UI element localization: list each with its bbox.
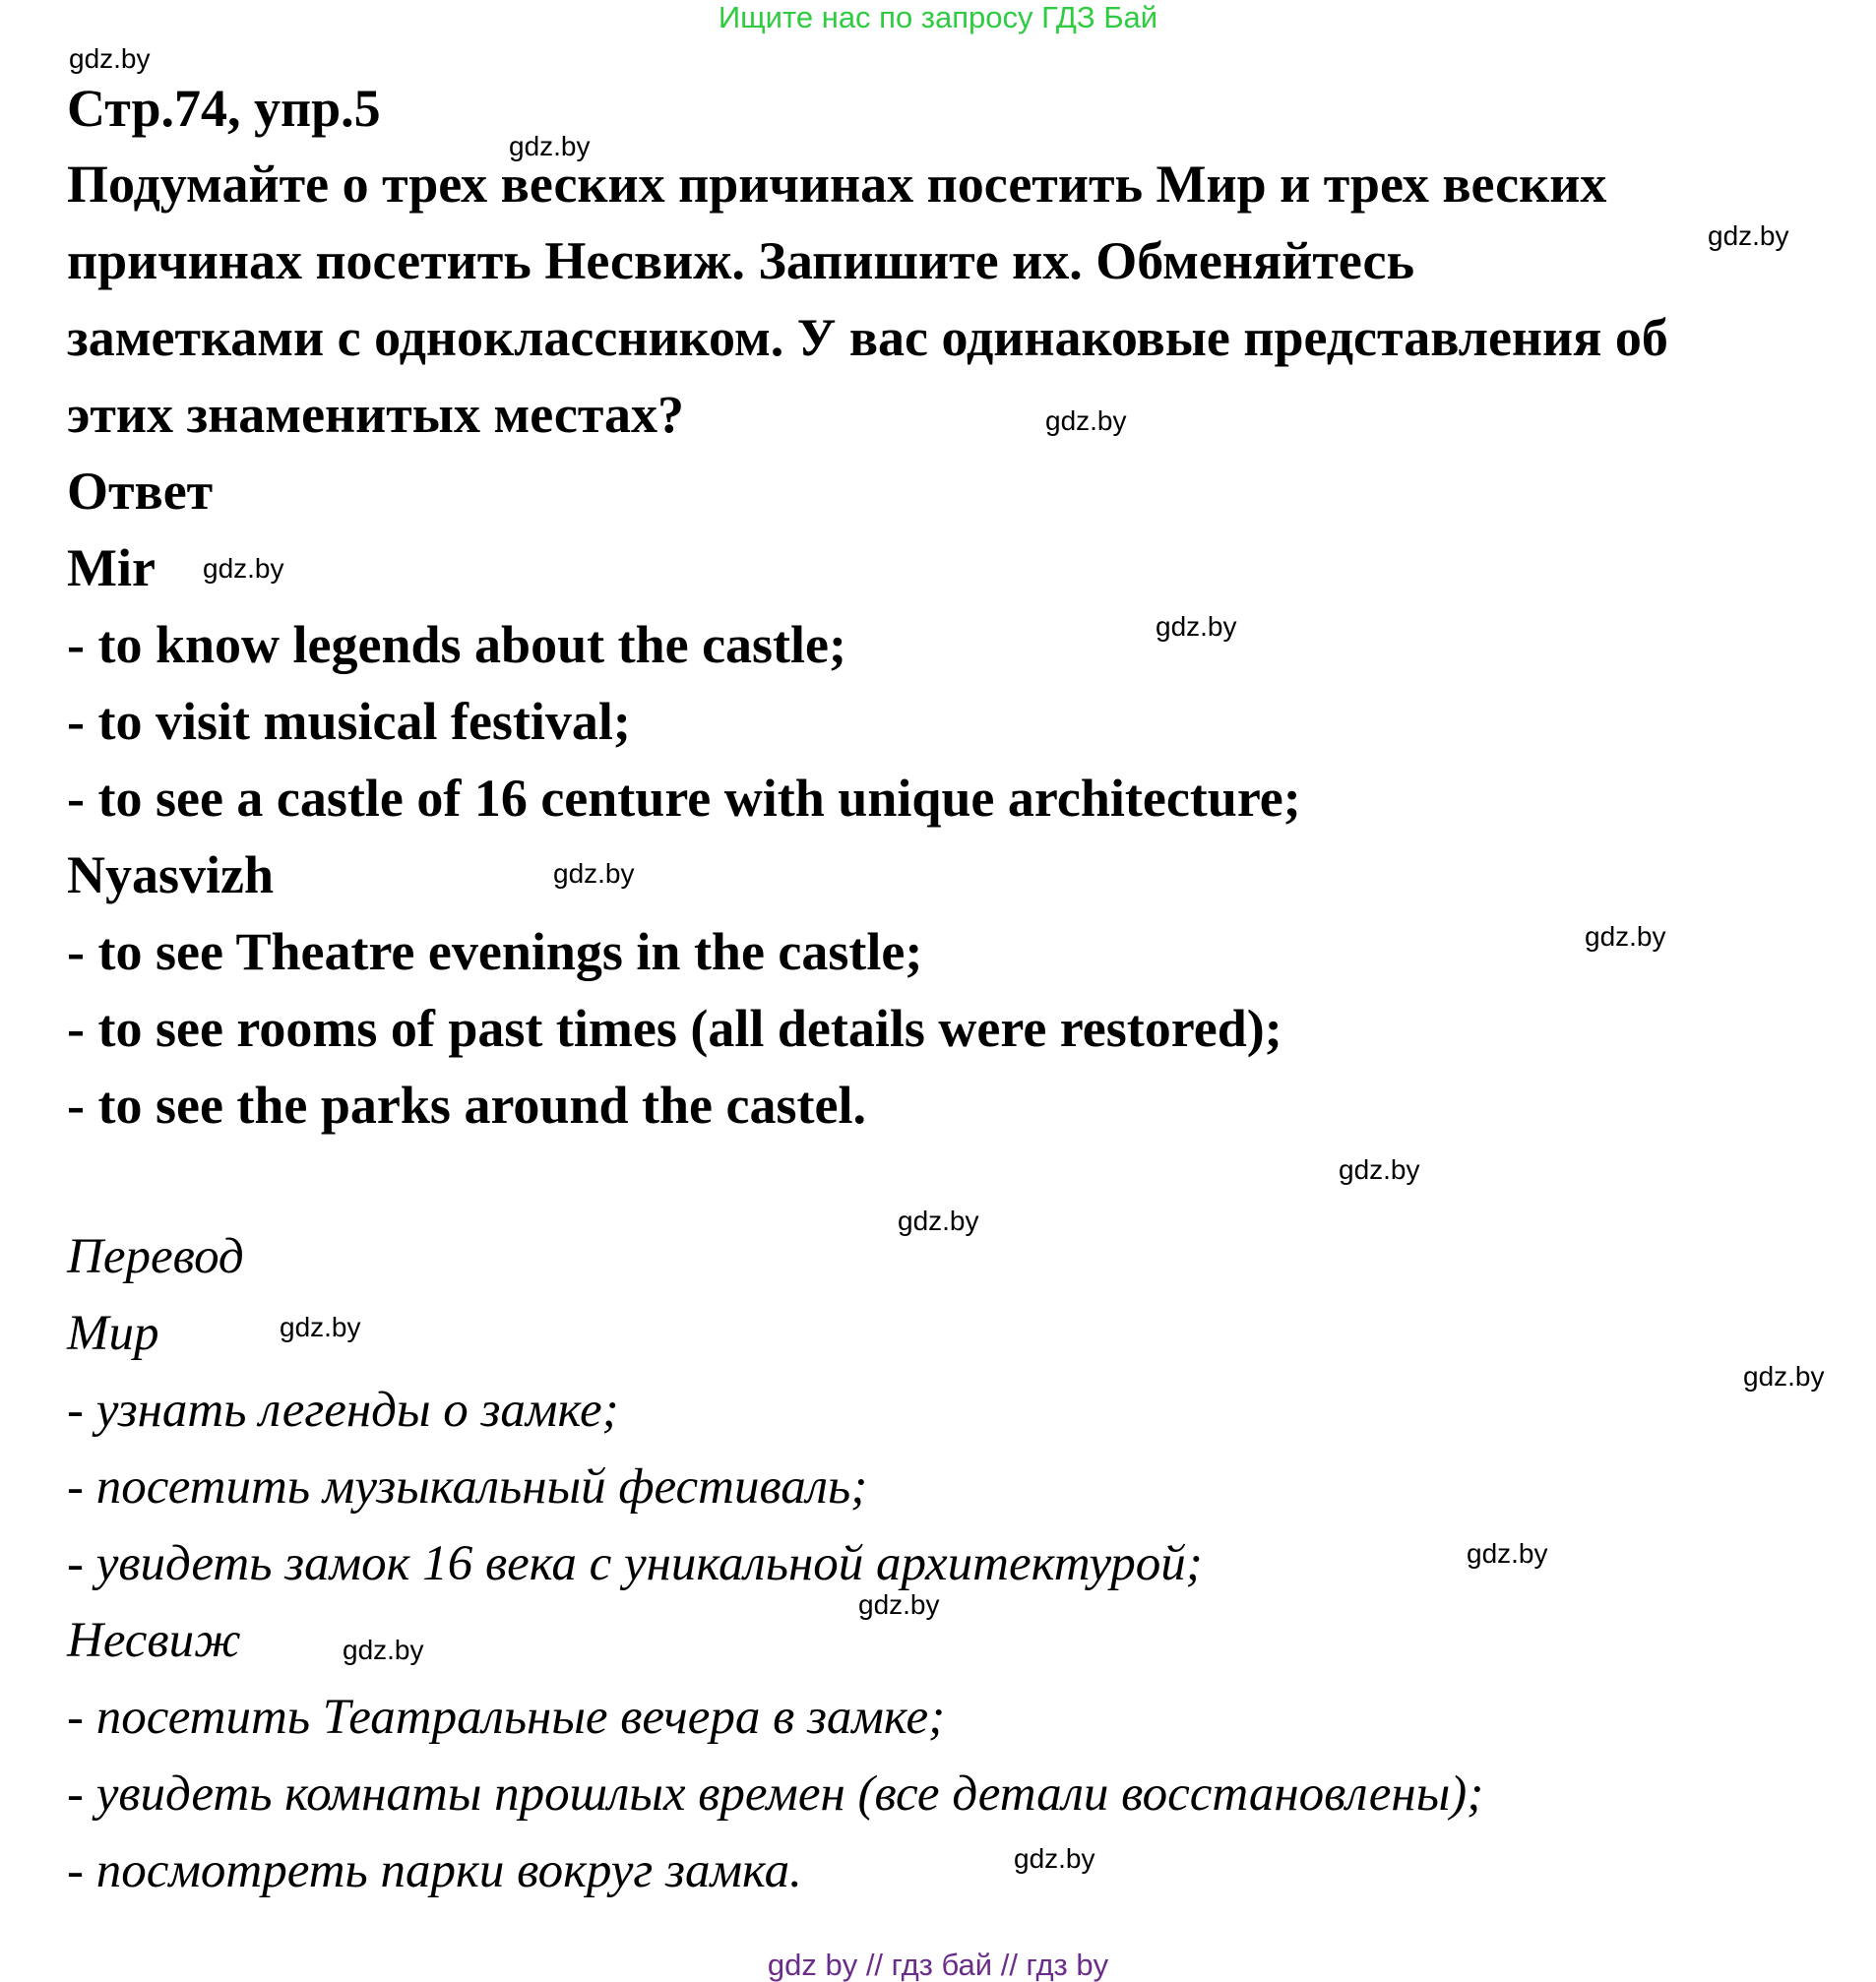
task-line: Подумайте о трех веских причинах посетить Мир и трех веских [67, 155, 1607, 214]
answer-list-item: - to know legends about the castle; [67, 615, 846, 674]
answer-list-item: - to visit musical festival; [67, 692, 631, 751]
answer-list-item: - to see the parks around the castel. [67, 1076, 866, 1135]
translation-list-item: - посетить Театральные вечера в замке; [67, 1690, 946, 1745]
nyasvizh-heading: Nyasvizh [67, 845, 275, 904]
answer-heading: Ответ [67, 462, 214, 521]
nyasvizh-translation-heading: Несвиж [67, 1613, 241, 1668]
translation-list-item: - посмотреть парки вокруг замка. [67, 1843, 802, 1898]
task-line: этих знаменитых местах? [67, 385, 685, 444]
footer-links[interactable]: gdz by // гдз бай // гдз by [767, 1948, 1109, 1982]
watermark: gdz.by [1045, 405, 1127, 436]
answer-list-item: - to see a castle of 16 centure with unique architecture; [67, 769, 1301, 828]
watermark: gdz.by [858, 1589, 940, 1620]
translation-list-item: - увидеть комнаты прошлых времен (все детали восстановлены); [67, 1766, 1484, 1822]
watermark: gdz.by [343, 1635, 424, 1665]
watermark: gdz.by [1743, 1361, 1825, 1392]
watermark: gdz.by [69, 43, 151, 74]
answer-list-item: - to see Theatre evenings in the castle; [67, 922, 923, 981]
translation-list-item: - посетить музыкальный фестиваль; [67, 1459, 868, 1515]
watermark: gdz.by [1708, 220, 1789, 251]
answer-list-item: - to see rooms of past times (all details were restored); [67, 999, 1282, 1058]
translation-list-item: - увидеть замок 16 века с уникальной архитектурой; [67, 1536, 1203, 1591]
mir-heading: Mir [67, 538, 156, 597]
watermark: gdz.by [1467, 1538, 1548, 1569]
watermark: gdz.by [280, 1312, 361, 1342]
watermark: gdz.by [203, 553, 284, 584]
watermark: gdz.by [1585, 921, 1666, 952]
translation-heading: Перевод [67, 1229, 244, 1284]
task-line: заметками с одноклассником. У вас одинаковые представления об [67, 308, 1668, 367]
task-line: причинах посетить Несвиж. Запишите их. Обменяйтесь [67, 231, 1415, 290]
mir-translation-heading: Мир [67, 1306, 159, 1361]
watermark: gdz.by [898, 1206, 979, 1236]
page-title: Стр.74, упр.5 [67, 79, 381, 138]
translation-list-item: - узнать легенды о замке; [67, 1383, 619, 1438]
watermark: gdz.by [1156, 611, 1237, 642]
watermark: gdz.by [553, 858, 635, 889]
watermark: gdz.by [1339, 1154, 1420, 1185]
top-banner[interactable]: Ищите нас по запросу ГДЗ Бай [718, 0, 1158, 34]
watermark: gdz.by [509, 131, 591, 161]
watermark: gdz.by [1014, 1843, 1095, 1874]
